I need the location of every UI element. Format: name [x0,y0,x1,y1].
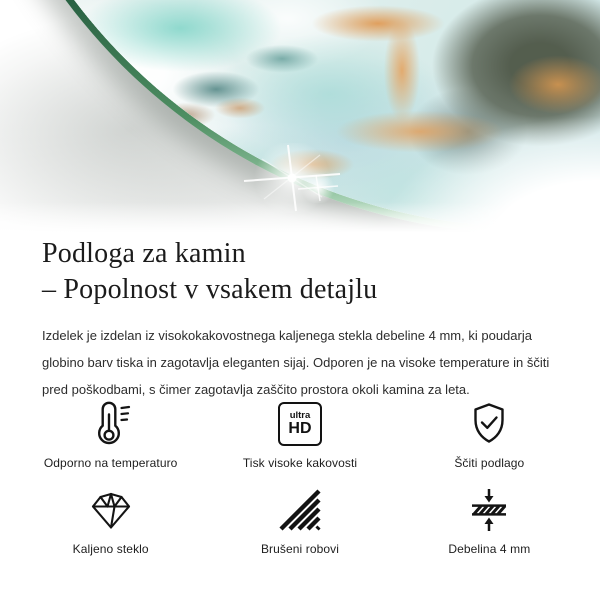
description-section [42,236,567,403]
ultra-hd-text-bottom: HD [288,420,312,438]
ultra-hd-icon [276,400,324,448]
feature-thickness [395,486,584,556]
thermometer-icon [87,400,135,448]
page-title-line2: – Popolnost v vsakem detajlu [42,274,378,306]
page-title [42,236,567,309]
feature-label: Debelina 4 mm [448,542,531,556]
glass-panel [0,0,600,227]
feature-print-quality [205,400,394,470]
page-title-line1: Podloga za kamin [42,238,246,269]
ultra-hd-text-top: ultra [289,409,311,421]
diamond-icon [87,486,135,534]
shield-check-icon [465,400,513,448]
feature-temperature [16,400,205,470]
thickness-icon [465,486,513,534]
feature-label: Ščiti podlago [454,456,525,470]
feature-label: Kaljeno steklo [72,542,149,556]
feature-polished-edges [205,486,394,556]
features-grid [16,400,584,556]
feature-tempered-glass [16,486,205,556]
feature-label: Brušeni robovi [260,542,340,556]
product-description: Izdelek je izdelan iz visokokakovostnega kaljenega stekla debeline 4 mm, ki poudarja globino barv tiska in zagotavlja eleganten sijaj. Odporen je na visoke temperature in ščiti pred poškodbami, s čimer zagotavlja zaščito prostora okoli kamina za leta. [42,327,550,397]
product-image [0,0,600,235]
feature-label: Odporno na temperaturo [43,456,178,470]
polished-edges-icon [276,486,324,534]
feature-protection [395,400,584,470]
feature-label: Tisk visoke kakovosti [242,456,358,470]
marble-print [0,0,600,227]
